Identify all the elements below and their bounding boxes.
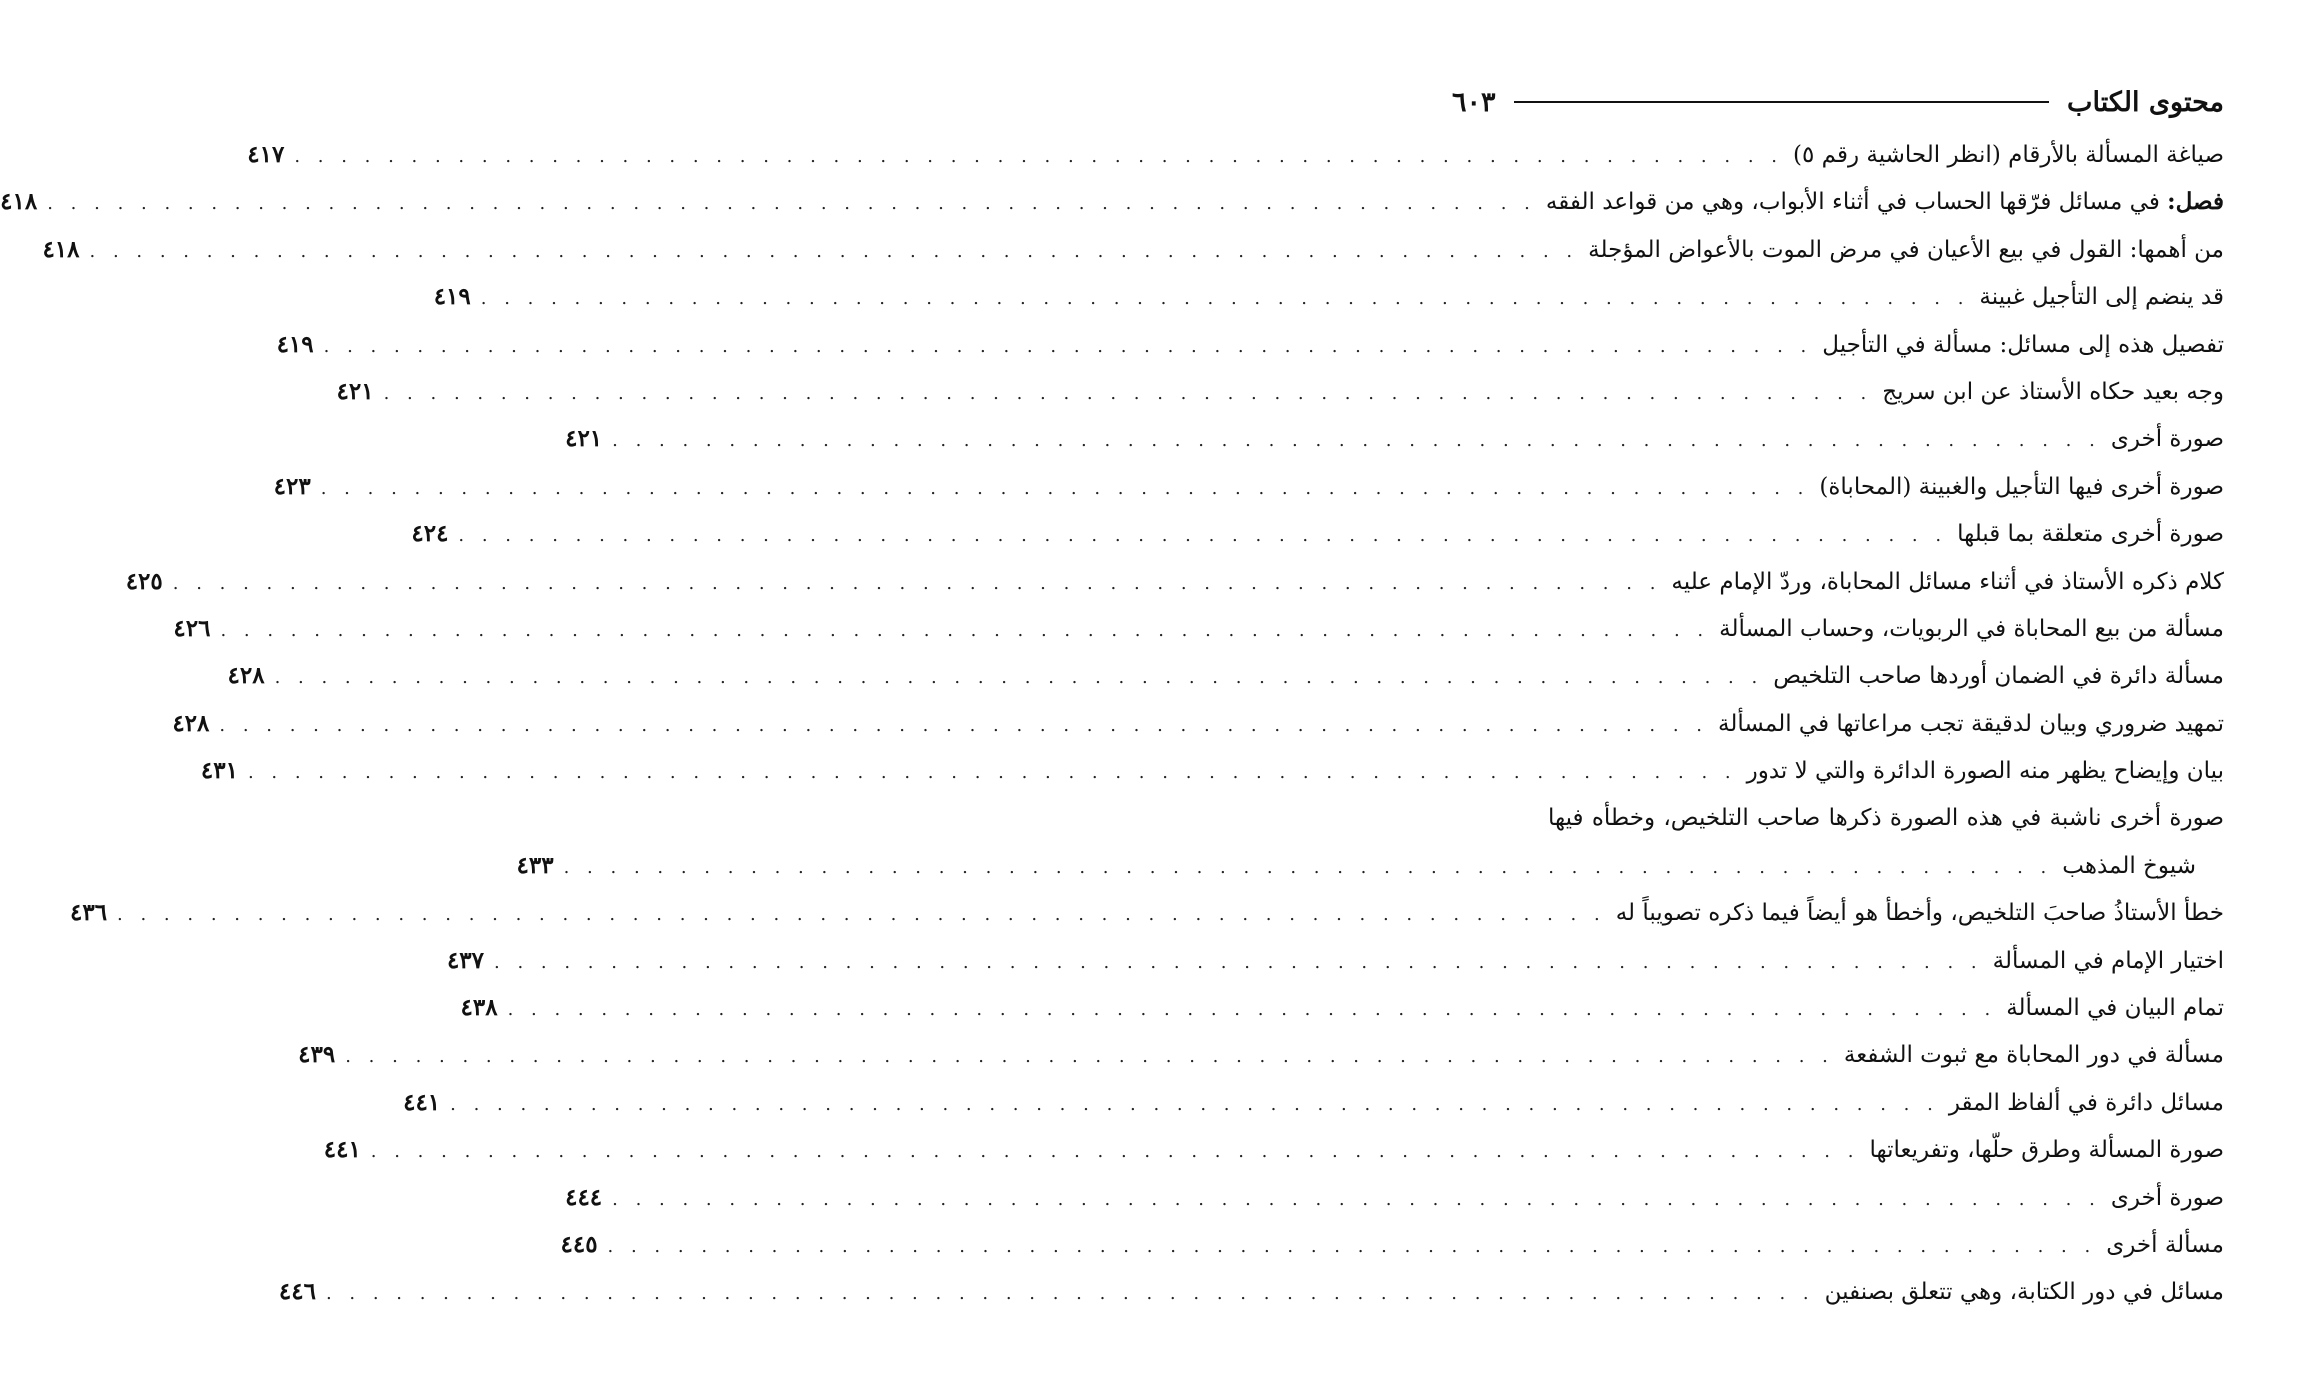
- toc-entry-text: خطأ الأستاذُ صاحبَ التلخيص، وأخطأ هو أيضاً فيما ذكره تصويباً له: [1615, 900, 2224, 927]
- toc-leader-dots: . . . . . . . . . . . . . . . . . . . . . . . . . . . . . . . . . . . . . . . . . . . . . . . . . . . . . . . . . . . . . . . .: [294, 146, 1783, 167]
- toc-entry-text: قد ينضم إلى التأجيل غبينة: [1979, 284, 2224, 311]
- toc-entry-text: صورة المسألة وطرق حلّها، وتفريعاتها: [1869, 1137, 2224, 1164]
- page-title: محتوى الكتاب: [2067, 86, 2224, 118]
- toc-entry: [433, 273, 2224, 320]
- toc-entry-text: اختيار الإمام في المسألة: [1992, 947, 2224, 974]
- toc-entry-text: صياغة المسألة بالأرقام (انظر الحاشية رقم ٥): [1792, 142, 2224, 168]
- toc-entry-text: صورة أخرى: [2110, 426, 2224, 453]
- toc-entry-text: مسألة في دور المحاباة مع ثبوت الشفعة: [1843, 1042, 2224, 1069]
- toc-leader-dots: . . . . . . . . . . . . . . . . . . . . . . . . . . . . . . . . . . . . . . . . . . . . . . . . . . . . . . . . . . . . . . . .: [494, 951, 1983, 973]
- toc-leader-dots: . . . . . . . . . . . . . . . . . . . . . . . . . . . . . . . . . . . . . . . . . . . . . . . . . . . . . . . . . . . . . . . .: [247, 762, 1737, 784]
- toc-leader-dots: . . . . . . . . . . . . . . . . . . . . . . . . . . . . . . . . . . . . . . . . . . . . . . . . . . . . . . . . . . . . . . . .: [607, 1235, 2097, 1257]
- toc-page-number: ٤٣٨: [460, 994, 498, 1022]
- toc-entry: [565, 415, 2224, 462]
- toc-entry: [565, 1174, 2224, 1221]
- toc-entry-text: تمام البيان في المسألة: [2006, 995, 2224, 1022]
- toc-page-number: ٤٣٧: [446, 946, 484, 974]
- toc-entry: [69, 889, 2224, 936]
- toc-leader-dots: . . . . . . . . . . . . . . . . . . . . . . . . . . . . . . . . . . . . . . . . . . . . . . . . . . . . . . . . . . . . . . . .: [320, 477, 1810, 499]
- toc-entry-text: كلام ذكره الأستاذ في أثناء مسائل المحاباة، وردّ الإمام عليه: [1671, 568, 2224, 595]
- toc-entry-multiline-continuation: [516, 842, 2224, 889]
- toc-leader-dots: . . . . . . . . . . . . . . . . . . . . . . . . . . . . . . . . . . . . . . . . . . . . . . . . . . . . . . . . . . . . . . . .: [563, 856, 2053, 878]
- toc-entry: [125, 558, 2224, 605]
- toc-entry-text: شيوخ المذهب: [2062, 852, 2196, 879]
- toc-leader-dots: . . . . . . . . . . . . . . . . . . . . . . . . . . . . . . . . . . . . . . . . . . . . . . . . . . . . . . . . . . . . . . . .: [172, 572, 1662, 594]
- toc-entry-text: صورة أخرى متعلقة بما قبلها: [1957, 521, 2224, 548]
- toc-entry: [276, 321, 2224, 368]
- toc-entry-text: من أهمها: القول في بيع الأعيان في مرض الموت بالأعواض المؤجلة: [1588, 236, 2224, 263]
- toc-page-number: ٤٢٨: [227, 662, 265, 690]
- toc-entry: [273, 463, 2224, 510]
- toc-leader-dots: . . . . . . . . . . . . . . . . . . . . . . . . . . . . . . . . . . . . . . . . . . . . . . . . . . . . . . . . . . . . . . . .: [274, 667, 1764, 689]
- toc-entry: [323, 1126, 2224, 1173]
- toc-entry-text: مسائل دائرة في ألفاظ المقر: [1948, 1089, 2224, 1116]
- toc-entry: [446, 937, 2224, 984]
- toc-entry: [411, 510, 2224, 557]
- toc-entry-text: مسألة من بيع المحاباة في الربويات، وحساب المسألة: [1719, 615, 2224, 642]
- toc-leader-dots: . . . . . . . . . . . . . . . . . . . . . . . . . . . . . . . . . . . . . . . . . . . . . . . . . . . . . . . . . . . . . . . .: [612, 430, 2101, 452]
- toc-leader-dots: . . . . . . . . . . . . . . . . . . . . . . . . . . . . . . . . . . . . . . . . . . . . . . . . . . . . . . . . . . . . . . . .: [325, 1283, 1815, 1305]
- toc-entry: [200, 747, 2224, 794]
- toc-entry-text: فصل: في مسائل فرّقها الحساب في أثناء الأبواب، وهي من قواعد الفقه: [1545, 188, 2224, 216]
- toc-page-number: ٤١٧: [247, 141, 285, 168]
- toc-page-number: ٤٣٣: [516, 851, 554, 879]
- toc-entry-text: مسألة أخرى: [2106, 1231, 2224, 1258]
- toc-entry-text: تمهيد ضروري وبيان لدقيقة تجب مراعاتها في المسألة: [1718, 710, 2224, 737]
- toc-leader-dots: . . . . . . . . . . . . . . . . . . . . . . . . . . . . . . . . . . . . . . . . . . . . . . . . . . . . . . . . . . . . . . . .: [612, 1188, 2101, 1210]
- toc-page-number: ٤٢١: [565, 425, 603, 453]
- toc-entry-multiline-first: [1452, 794, 2224, 841]
- table-of-contents: [0, 131, 2224, 1316]
- toc-entry: [403, 1079, 2224, 1126]
- toc-entry: [227, 652, 2224, 699]
- toc-page-number: ٤٤١: [323, 1136, 361, 1164]
- toc-page-number: ٤٣٦: [69, 899, 108, 927]
- toc-page-number: ٤١٩: [433, 283, 471, 311]
- toc-entry: [336, 368, 2224, 415]
- toc-leader-dots: . . . . . . . . . . . . . . . . . . . . . . . . . . . . . . . . . . . . . . . . . . . . . . . . . . . . . . . . . . . . . . . .: [458, 525, 1948, 547]
- toc-entry: [247, 131, 2224, 178]
- toc-leader-dots: . . . . . . . . . . . . . . . . . . . . . . . . . . . . . . . . . . . . . . . . . . . . . . . . . . . . . . . . . . . . . . . .: [345, 1046, 1834, 1068]
- toc-entry-text: بيان وإيضاح يظهر منه الصورة الدائرة والتي لا تدور: [1746, 758, 2224, 785]
- toc-page-number: ٤٢٦: [173, 614, 211, 642]
- toc-page-number: ٤٢٨: [172, 709, 210, 737]
- toc-entry-text: تفصيل هذه إلى مسائل: مسألة في التأجيل: [1822, 331, 2224, 358]
- toc-page-number: ٤٢١: [336, 377, 374, 405]
- toc-leader-dots: . . . . . . . . . . . . . . . . . . . . . . . . . . . . . . . . . . . . . . . . . . . . . . . . . . . . . . . . . . . . . . . .: [89, 240, 1579, 262]
- toc-page-number: ٤١٩: [276, 330, 314, 358]
- toc-entry: [560, 1221, 2224, 1268]
- toc-leader-dots: . . . . . . . . . . . . . . . . . . . . . . . . . . . . . . . . . . . . . . . . . . . . . . . . . . . . . . . . . . . . . . . .: [507, 999, 1997, 1021]
- toc-leader-dots: . . . . . . . . . . . . . . . . . . . . . . . . . . . . . . . . . . . . . . . . . . . . . . . . . . . . . . . . . . . . . . . .: [450, 1093, 1939, 1115]
- toc-entry-text: صورة أخرى فيها التأجيل والغبينة (المحاباة): [1819, 473, 2224, 500]
- toc-leader-dots: . . . . . . . . . . . . . . . . . . . . . . . . . . . . . . . . . . . . . . . . . . . . . . . . . . . . . . . . . . . . . . . .: [323, 335, 1813, 357]
- toc-page-number: ٤١٨: [0, 188, 38, 216]
- toc-leader-dots: . . . . . . . . . . . . . . . . . . . . . . . . . . . . . . . . . . . . . . . . . . . . . . . . . . . . . . . . . . . . . . . .: [47, 193, 1536, 215]
- toc-leader-dots: . . . . . . . . . . . . . . . . . . . . . . . . . . . . . . . . . . . . . . . . . . . . . . . . . . . . . . . . . . . . . . . .: [383, 382, 1873, 404]
- toc-page-number: ٤٤٥: [560, 1230, 598, 1258]
- toc-page-number: ٤٤٦: [278, 1278, 316, 1306]
- toc-entry-text: مسائل في دور الكتابة، وهي تتعلق بصنفين: [1824, 1279, 2224, 1306]
- toc-leader-dots: . . . . . . . . . . . . . . . . . . . . . . . . . . . . . . . . . . . . . . . . . . . . . . . . . . . . . . . . . . . . . . . .: [220, 619, 1710, 641]
- toc-entry-text: صورة أخرى: [2110, 1184, 2224, 1211]
- toc-page-number: ٤١٨: [42, 235, 80, 263]
- toc-entry: [298, 1031, 2224, 1078]
- toc-entry: [0, 178, 2224, 225]
- toc-page-number: ٤٢٣: [273, 472, 311, 500]
- toc-page-number: ٤٤١: [403, 1088, 441, 1116]
- toc-page-number: ٤٣١: [200, 757, 238, 785]
- toc-page-number: ٤٣٩: [298, 1041, 336, 1069]
- header-rule: [1514, 101, 2050, 103]
- toc-entry: [173, 605, 2224, 652]
- toc-leader-dots: . . . . . . . . . . . . . . . . . . . . . . . . . . . . . . . . . . . . . . . . . . . . . . . . . . . . . . . . . . . . . . . .: [370, 1141, 1860, 1163]
- page-header: [1452, 80, 2224, 124]
- toc-leader-dots: . . . . . . . . . . . . . . . . . . . . . . . . . . . . . . . . . . . . . . . . . . . . . . . . . . . . . . . . . . . . . . . .: [480, 288, 1970, 310]
- toc-entry: [42, 226, 2224, 273]
- toc-entry-text: وجه بعيد حكاه الأستاذ عن ابن سريج: [1882, 378, 2224, 405]
- toc-entry-text: صورة أخرى ناشبة في هذه الصورة ذكرها صاحب التلخيص، وخطأه فيها: [1548, 805, 2224, 832]
- page-number: ٦٠٣: [1452, 86, 1496, 118]
- toc-leader-dots: . . . . . . . . . . . . . . . . . . . . . . . . . . . . . . . . . . . . . . . . . . . . . . . . . . . . . . . . . . . . . . . .: [117, 904, 1606, 926]
- toc-entry: [460, 984, 2224, 1031]
- toc-page-number: ٤٢٥: [125, 567, 163, 595]
- toc-entry-text: مسألة دائرة في الضمان أوردها صاحب التلخيص: [1773, 663, 2224, 690]
- toc-entry: [278, 1268, 2224, 1315]
- toc-page-number: ٤٤٤: [565, 1183, 603, 1211]
- toc-page-number: ٤٢٤: [411, 520, 449, 548]
- toc-entry: [172, 700, 2224, 747]
- toc-leader-dots: . . . . . . . . . . . . . . . . . . . . . . . . . . . . . . . . . . . . . . . . . . . . . . . . . . . . . . . . . . . . . . . .: [219, 714, 1709, 736]
